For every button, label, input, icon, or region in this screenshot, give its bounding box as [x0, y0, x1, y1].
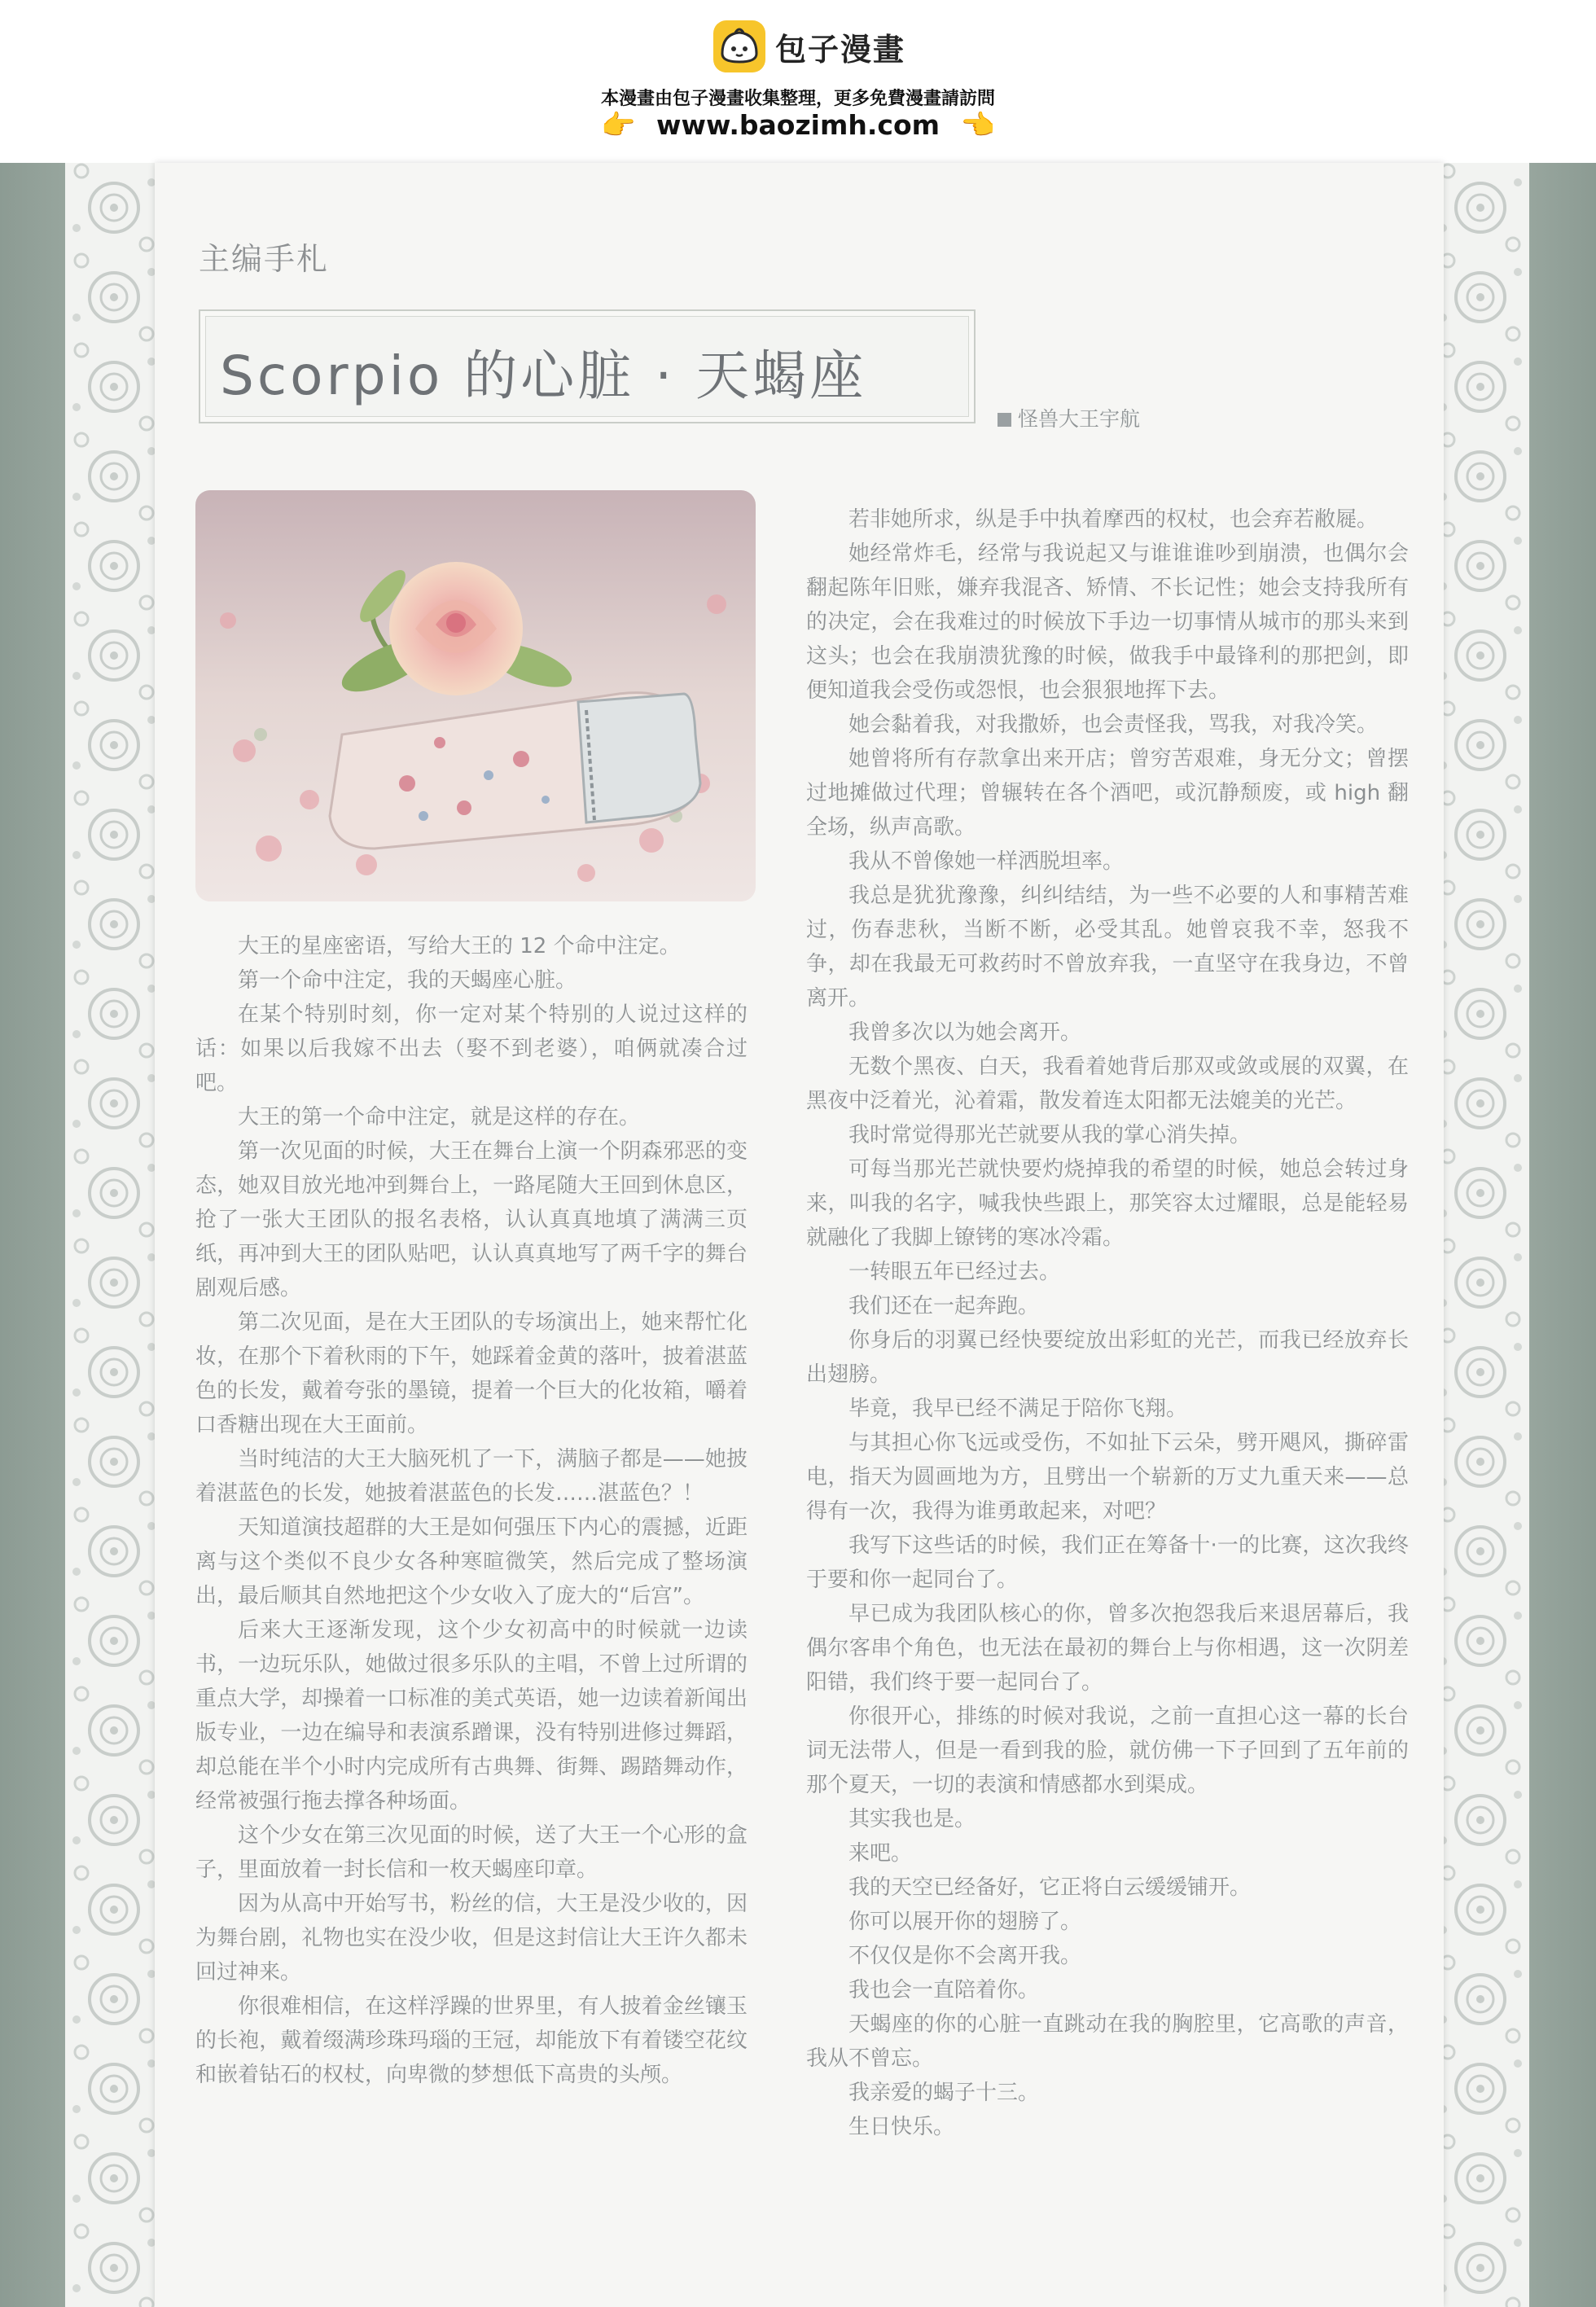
- paragraph: 天知道演技超群的大王是如何强压下内心的震撼，近距离与这个类似不良少女各种寒暄微笑，然后完成了整场演出，最后顺其自然地把这个少女收入了庞大的“后宫”。: [195, 1515, 748, 1608]
- paragraph: 我写下这些话的时候，我们正在筹备十·一的比赛，这次我终于要和你一起同台了。: [806, 1533, 1409, 1592]
- paragraph: 与其担心你飞远或受伤，不如扯下云朵，劈开飓风，撕碎雷电，指天为圆画地为方，且劈出一个崭新的万丈九重天来——总得有一次，我得为谁勇敢起来，对吧？: [806, 1431, 1409, 1524]
- lace-border-left-decoration: [65, 163, 163, 2307]
- paragraph: 大王的第一个命中注定，就是这样的存在。: [238, 1105, 641, 1129]
- bun-mascot-icon[interactable]: [711, 18, 768, 75]
- section-label: 主编手札: [199, 241, 330, 277]
- paragraph: 我亲爱的蝎子十三。: [848, 2081, 1040, 2105]
- paragraph: 毕竟，我早已经不满足于陪你飞翔。: [848, 1397, 1188, 1421]
- paragraph: 当时纯洁的大王大脑死机了一下，满脑子都是——她披着湛蓝色的长发，她披着湛蓝色的长发……湛蓝色？！: [195, 1447, 748, 1506]
- paragraph: 我也会一直陪着你。: [848, 1978, 1040, 2002]
- paragraph: 这个少女在第三次见面的时候，送了大王一个心形的盒子，里面放着一封长信和一枚天蝎座印章。: [195, 1823, 748, 1882]
- paragraph: 你很难相信，在这样浮躁的世界里，有人披着金丝镶玉的长袍，戴着缀满珍珠玛瑙的王冠，却能放下有着镂空花纹和嵌着钻石的权杖，向卑微的梦想低下高贵的头颅。: [195, 1994, 748, 2087]
- paragraph: 可每当那光芒就快要灼烧掉我的希望的时候，她总会转过身来，叫我的名字，喊我快些跟上，那笑容太过耀眼，总是能轻易就融化了我脚上镣铐的寒冰冷霜。: [806, 1157, 1409, 1250]
- author-marker-icon: [998, 413, 1011, 427]
- paragraph: 第一次见面的时候，大王在舞台上演一个阴森邪恶的变态，她双目放光地冲到舞台上，一路尾随大王回到休息区，抢了一张大王团队的报名表格，认认真真地填了满满三页纸，再冲到大王的团队贴吧，认认真真地写了两千字的舞台剧观后感。: [195, 1139, 748, 1300]
- paragraph: 她曾将所有存款拿出来开店；曾穷苦艰难，身无分文；曾摆过地摊做过代理；曾辗转在各个酒吧，或沉静颓废，或 high 翻全场，纵声高歌。: [806, 747, 1409, 840]
- paragraph: 我时常觉得那光芒就要从我的掌心消失掉。: [848, 1123, 1252, 1147]
- author-name: 怪兽大王宇航: [1018, 407, 1141, 431]
- lace-border-right-decoration: [1432, 163, 1529, 2307]
- paragraph: 我的天空已经备好，它正将白云缓缓铺开。: [848, 1875, 1252, 1900]
- site-banner: [0, 0, 1596, 163]
- paragraph: 早已成为我团队核心的你，曾多次抱怨我后来退居幕后，我偶尔客串个角色，也无法在最初的舞台上与你相遇，这一次阴差阳错，我们终于要一起同台了。: [806, 1602, 1409, 1695]
- title-box: [199, 309, 976, 423]
- article-left-column: [195, 929, 748, 2092]
- paragraph: 天蝎座的你的心脏一直跳动在我的胸腔里，它高歌的声音，我从不曾忘。: [806, 2012, 1409, 2071]
- paragraph: 你身后的羽翼已经快要绽放出彩虹的光芒，而我已经放弃长出翅膀。: [806, 1328, 1409, 1387]
- article-title: Scorpio 的心脏 · 天蝎座: [220, 344, 867, 407]
- paragraph: 后来大王逐渐发现，这个少女初高中的时候就一边读书，一边玩乐队，她做过很多乐队的主唱，不曾上过所谓的重点大学，却操着一口标准的美式英语，她一边读着新闻出版专业，一边在编导和表演系蹭课，没有特别进修过舞蹈，却总能在半个小时内完成所有古典舞、街舞、踢踏舞动作，经常被强行拖去撑各种场面。: [195, 1618, 748, 1814]
- paragraph: 生日快乐。: [848, 2115, 955, 2139]
- paragraph: 第二次见面，是在大王团队的专场演出上，她来帮忙化妆，在那个下着秋雨的下午，她踩着金黄的落叶，披着湛蓝色的长发，戴着夸张的墨镜，提着一个巨大的化妆箱，嚼着口香糖出现在大王面前。: [195, 1310, 748, 1437]
- article-right-column: [806, 502, 1409, 2144]
- paragraph: 我总是犹犹豫豫，纠纠结结，为一些不必要的人和事精苦难过，伤春悲秋，当断不断，必受其乱。她曾哀我不幸，怒我不争，却在我最无可救药时不曾放弃我，一直坚守在我身边，不曾离开。: [806, 884, 1409, 1011]
- paragraph: 你很开心，排练的时候对我说，之前一直担心这一幕的长台词无法带人，但是一看到我的脸，就仿佛一下子回到了五年前的那个夏天，一切的表演和情感都水到渠成。: [806, 1704, 1409, 1797]
- paragraph: 我从不曾像她一样洒脱坦率。: [848, 849, 1125, 874]
- paragraph: 来吧。: [848, 1841, 913, 1866]
- site-url-row[interactable]: [0, 109, 1596, 142]
- paragraph: 若非她所求，纵是手中执着摩西的权杖，也会弃若敝屣。: [848, 507, 1379, 532]
- site-url-link[interactable]: www.baozimh.com: [656, 109, 940, 141]
- paragraph: 一转眼五年已经过去。: [848, 1260, 1061, 1284]
- paragraph: 大王的星座密语，写给大王的 12 个命中注定。: [238, 934, 681, 958]
- article-author: [998, 403, 1140, 432]
- paragraph: 不仅仅是你不会离开我。: [848, 1944, 1082, 1968]
- pointing-left-hand-icon: 👈: [960, 109, 995, 142]
- pointing-right-hand-icon: 👉: [601, 109, 636, 142]
- paragraph: 我们还在一起奔跑。: [848, 1294, 1040, 1318]
- paragraph: 我曾多次以为她会离开。: [848, 1020, 1082, 1045]
- rose-on-floral-wallet-photo: [195, 490, 756, 901]
- paragraph: 她会黏着我，对我撒娇，也会责怪我，骂我，对我冷笑。: [848, 713, 1379, 737]
- paragraph: 第一个命中注定，我的天蝎座心脏。: [238, 968, 577, 993]
- paragraph: 其实我也是。: [848, 1807, 976, 1831]
- paragraph: 你可以展开你的翅膀了。: [848, 1910, 1082, 1934]
- paragraph: 在某个特别时刻，你一定对某个特别的人说过这样的话：如果以后我嫁不出去（娶不到老婆），咱俩就凑合过吧。: [195, 1002, 748, 1095]
- site-name[interactable]: 包子漫畫: [775, 32, 906, 68]
- site-notice: 本漫畫由包子漫畫收集整理，更多免費漫畫請訪問: [600, 89, 995, 109]
- paragraph: 她经常炸毛，经常与我说起又与谁谁谁吵到崩溃，也偶尔会翻起陈年旧账，嫌弃我混吝、矫情、不长记性；她会支持我所有的决定，会在我难过的时候放下手边一切事情从城市的那头来到这头；也会在我崩溃犹豫的时候，做我手中最锋利的那把剑，即便知道我会受伤或怨恨，也会狠狠地挥下去。: [806, 542, 1409, 703]
- paragraph: 因为从高中开始写书，粉丝的信，大王是没少收的，因为舞台剧，礼物也实在没少收，但是这封信让大王许久都未回过神来。: [195, 1892, 748, 1985]
- paragraph: 无数个黑夜、白天，我看着她背后那双或敛或展的双翼，在黑夜中泛着光，沁着霜，散发着连太阳都无法媲美的光芒。: [806, 1055, 1409, 1113]
